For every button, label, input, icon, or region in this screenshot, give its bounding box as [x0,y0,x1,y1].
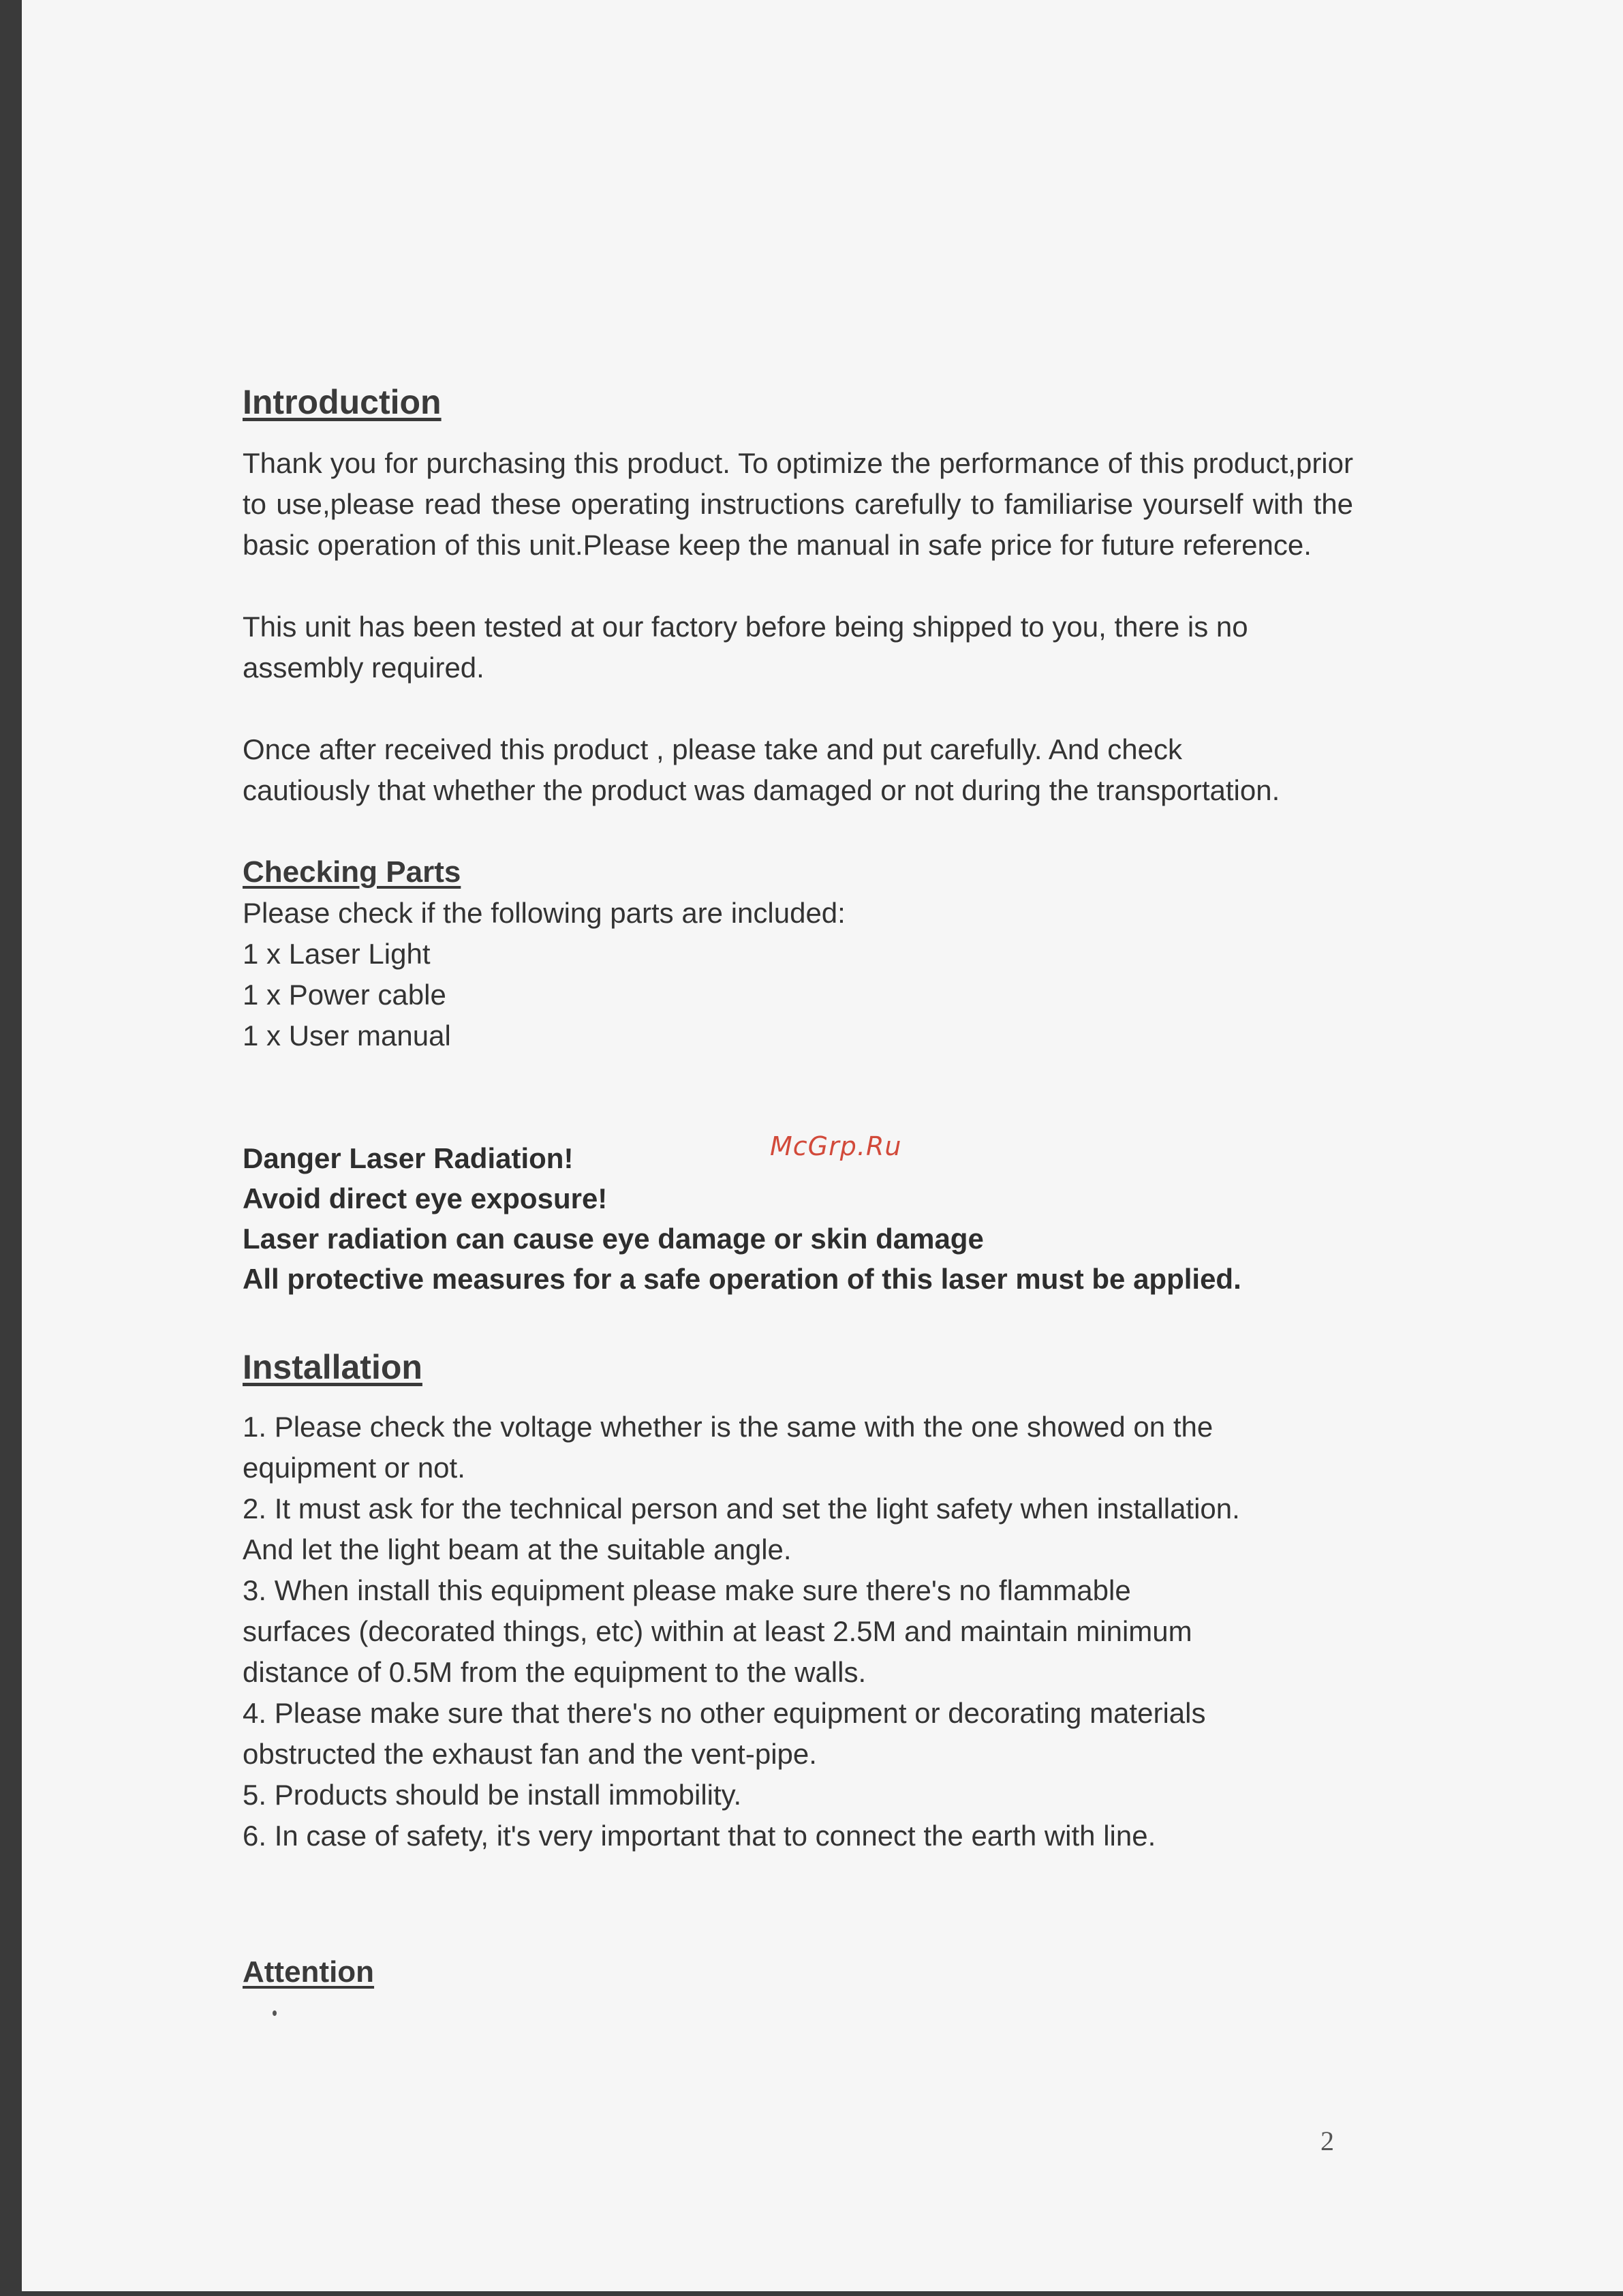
warning-line: Avoid direct eye exposure! [243,1182,608,1214]
installation-line: And let the light beam at the suitable angle. [243,1533,792,1565]
installation-line: 6. In case of safety, it's very important that to connect the earth with line. [243,1820,1156,1852]
laser-warning-block [243,1138,1353,1299]
installation-line: 3. When install this equipment please make sure there's no flammable [243,1574,1131,1606]
installation-line: 4. Please make sure that there's no other equipment or decorating materials [243,1697,1206,1729]
installation-heading: Installation [243,1348,422,1386]
scan-speck [273,2010,277,2016]
installation-line: surfaces (decorated things, etc) within at least 2.5M and maintain minimum [243,1615,1192,1647]
parts-list-item: 1 x User manual [243,1020,451,1052]
page-number: 2 [1320,2126,1334,2156]
attention-heading: Attention [243,1955,375,1989]
warning-line: Laser radiation can cause eye damage or skin damage [243,1223,984,1255]
intro-paragraph-3: Once after received this product , please take and put carefully. And check cautiously that whether the product was damaged or not during the transportation. [243,733,1280,806]
installation-steps [243,1407,1353,1856]
intro-paragraph-2: This unit has been tested at our factory before being shipped to you, there is no assembly required. [243,611,1248,684]
installation-line: 5. Products should be install immobility. [243,1779,742,1811]
checking-parts-heading: Checking Parts [243,855,461,889]
installation-line: distance of 0.5M from the equipment to the walls. [243,1656,867,1688]
installation-line: equipment or not. [243,1452,465,1484]
checking-parts-intro: Please check if the following parts are included: [243,897,846,929]
parts-list-item: 1 x Power cable [243,979,446,1011]
warning-line: All protective measures for a safe operation of this laser must be applied. [243,1263,1241,1295]
installation-line: obstructed the exhaust fan and the vent-pipe. [243,1738,817,1770]
parts-list-item: 1 x Laser Light [243,938,431,970]
page-content [243,382,1353,1993]
intro-paragraph-1: Thank you for purchasing this product. To optimize the performance of this product,prior to use,please read these operating instructions carefully to familiarise yourself with the basic operation of this unit.Please keep the manual in safe price for future reference. [243,447,1353,561]
introduction-heading: Introduction [243,383,442,421]
warning-line: Danger Laser Radiation! [243,1142,574,1174]
site-watermark: McGrp.Ru [770,1131,902,1161]
installation-line: 2. It must ask for the technical person and set the light safety when installation. [243,1493,1240,1525]
installation-line: 1. Please check the voltage whether is the same with the one showed on the [243,1411,1214,1443]
document-page [22,0,1623,2291]
